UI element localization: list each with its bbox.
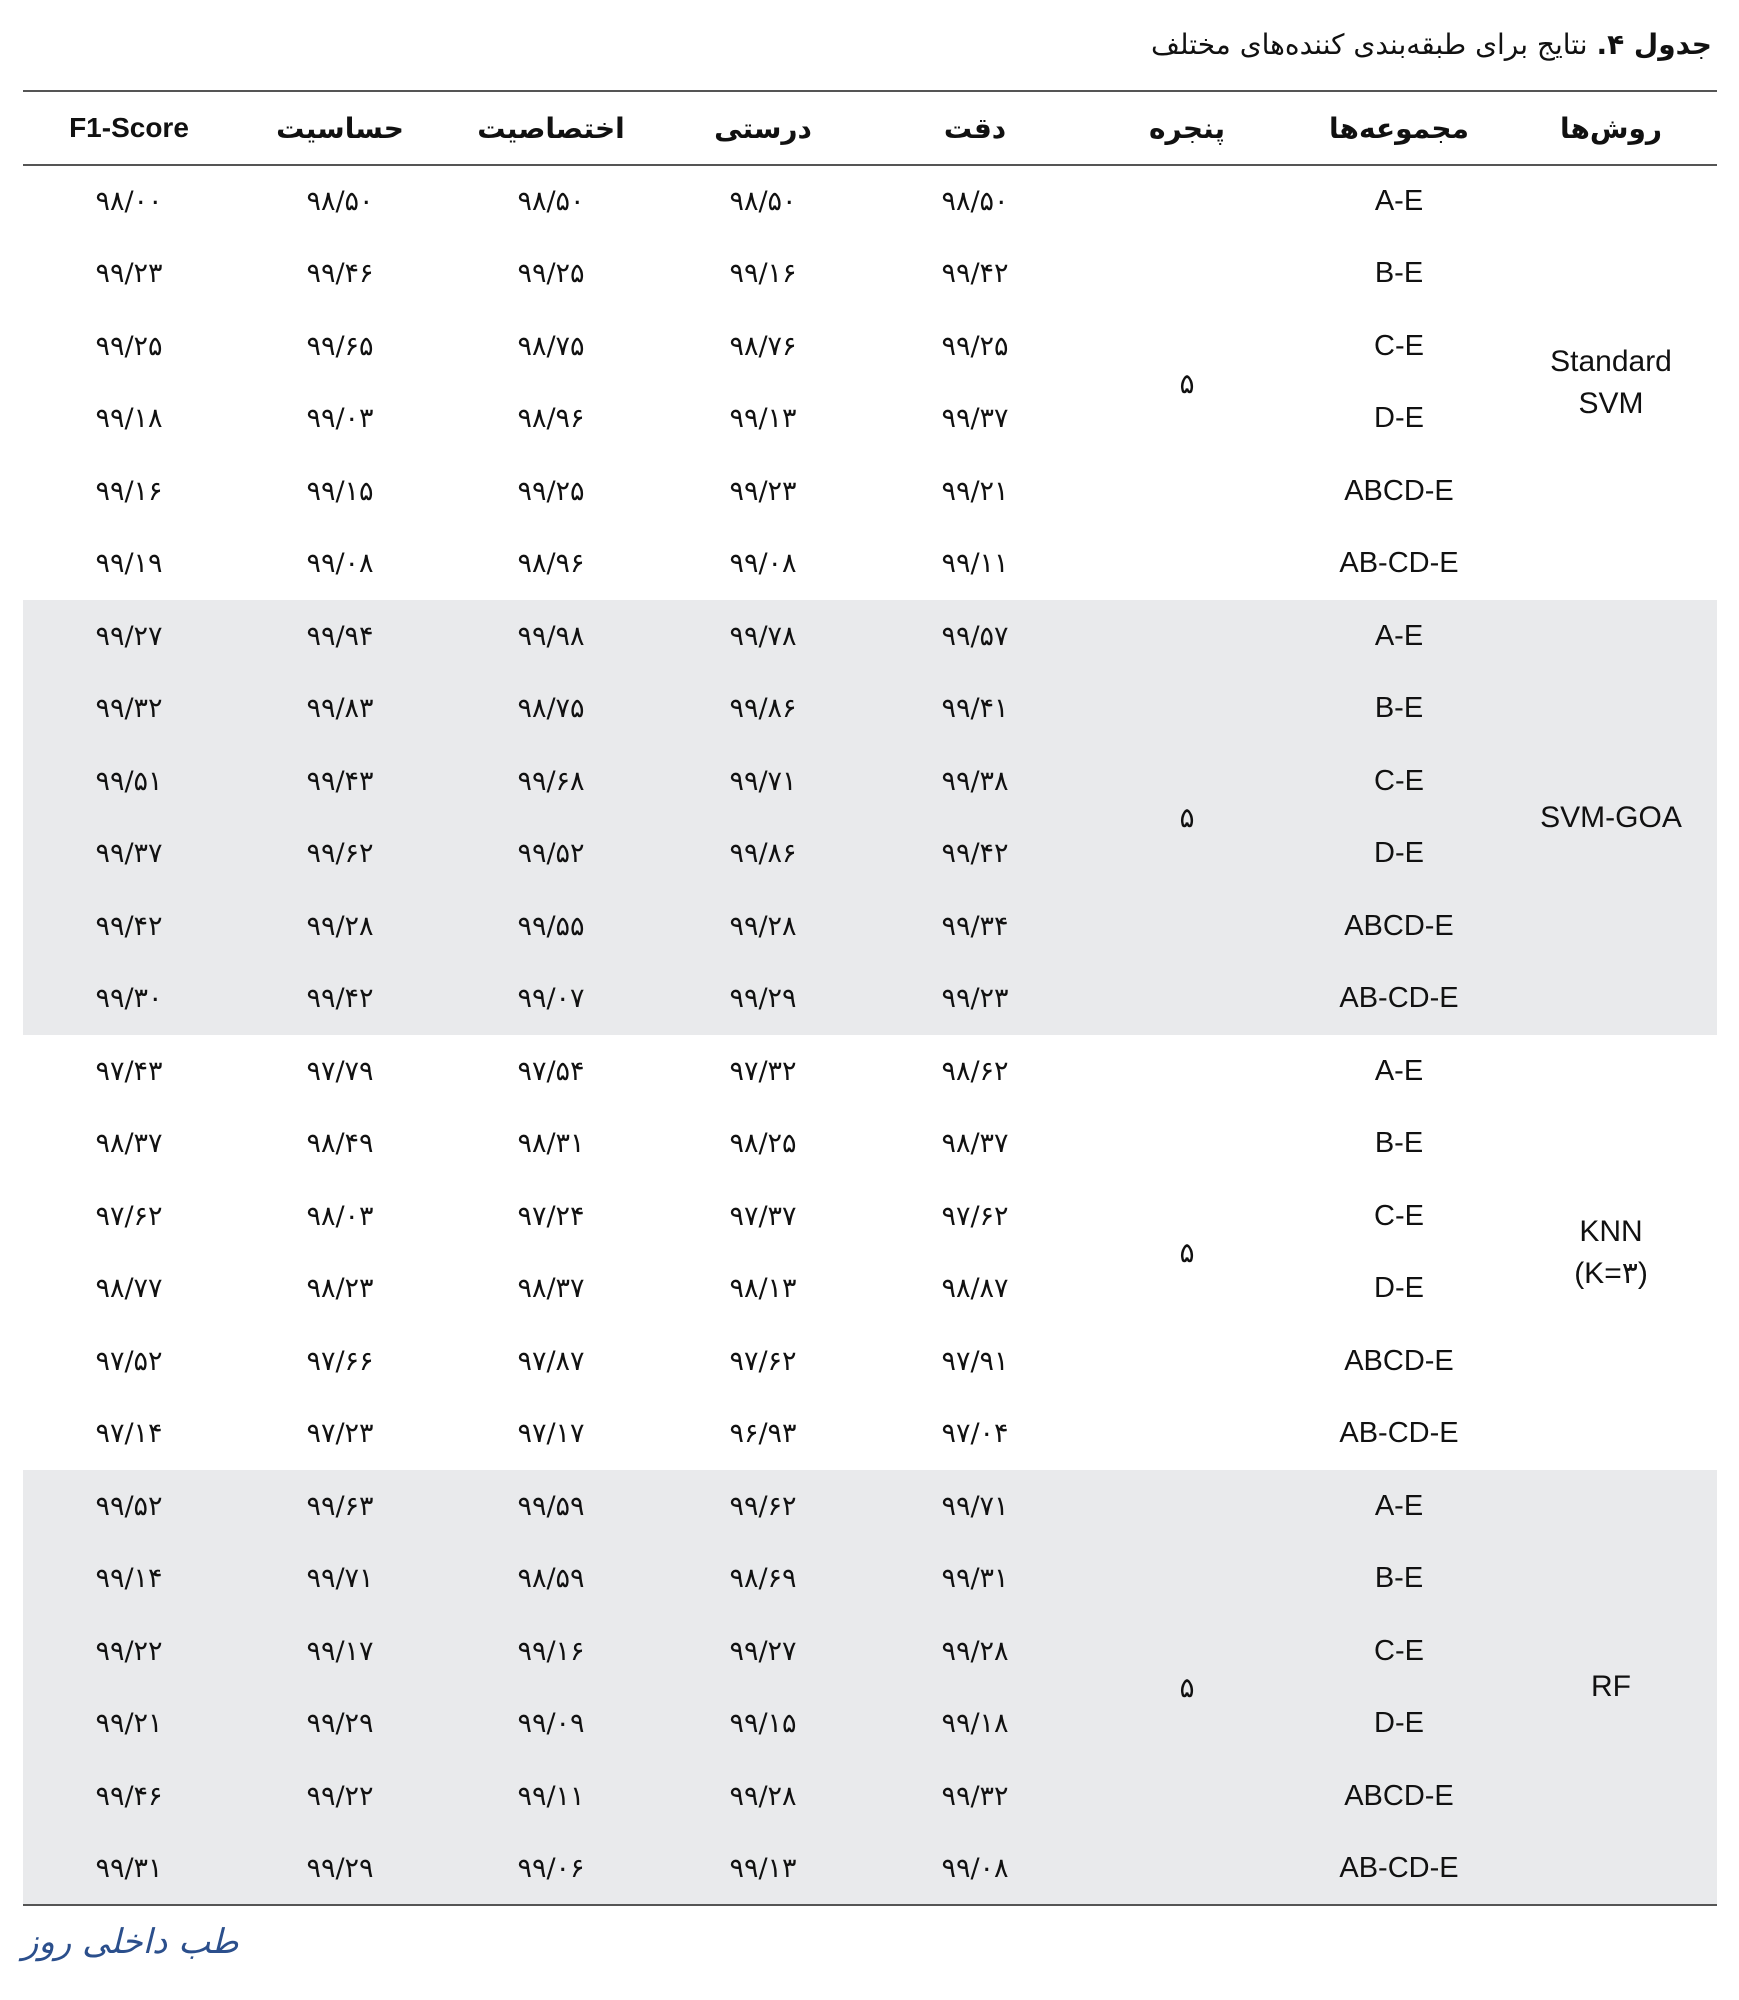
sensitivity-cell: ۹۹/۹۴ xyxy=(235,600,445,673)
table-row xyxy=(23,1760,1717,1833)
f1-score-cell: ۹۹/۳۰ xyxy=(23,963,235,1036)
f1-score-cell: ۹۹/۳۷ xyxy=(23,818,235,891)
f1-score-cell: ۹۸/۷۷ xyxy=(95,1273,163,1305)
accuracy-cell: ۹۹/۴۲ xyxy=(869,818,1081,891)
sensitivity-cell: ۹۹/۶۲ xyxy=(235,818,445,891)
specificity-cell: ۹۸/۵۹ xyxy=(445,1543,657,1616)
accuracy-cell: ۹۹/۵۷ xyxy=(869,600,1081,673)
specificity-cell: ۹۹/۰۶ xyxy=(445,1833,657,1906)
f1-score-cell: ۹۹/۳۲ xyxy=(23,673,235,746)
f1-score-cell: ۹۹/۳۱ xyxy=(23,1833,235,1906)
specificity-cell: ۹۹/۰۹ xyxy=(445,1688,657,1761)
window-cell: ۵ xyxy=(1179,366,1195,400)
accuracy-cell: ۹۹/۱۱ xyxy=(941,548,1009,580)
f1-score-cell: ۹۹/۵۲ xyxy=(23,1470,235,1543)
table-row xyxy=(23,818,1717,891)
specificity-cell: ۹۹/۹۸ xyxy=(445,600,657,673)
accuracy-cell: ۹۷/۹۱ xyxy=(941,1345,1009,1377)
table-row xyxy=(23,310,1717,383)
header-row xyxy=(23,91,1717,165)
precision-cell: ۹۹/۸۶ xyxy=(657,673,869,746)
table-caption-text: نتایج برای طبقه‌بندی کننده‌های مختلف xyxy=(1151,28,1597,61)
window-cell: ۵ xyxy=(1179,1236,1195,1269)
accuracy-cell: ۹۹/۲۱ xyxy=(941,475,1009,507)
sensitivity-cell: ۹۹/۴۶ xyxy=(306,258,374,290)
method-group xyxy=(23,1035,1717,1470)
specificity-cell: ۹۸/۳۷ xyxy=(517,1273,585,1305)
header-specificity: اختصاصیت xyxy=(445,91,657,165)
table-row xyxy=(23,1615,1717,1688)
set-cell: ABCD-E xyxy=(1293,890,1505,963)
table-row xyxy=(23,1325,1717,1398)
set-cell: D-E xyxy=(1293,1688,1505,1761)
accuracy-cell: ۹۸/۵۰ xyxy=(941,186,1009,218)
table-header xyxy=(23,91,1717,165)
specificity-cell: ۹۹/۱۱ xyxy=(445,1760,657,1833)
table-row xyxy=(23,745,1717,818)
f1-score-cell: ۹۸/۳۷ xyxy=(95,1128,163,1160)
specificity-cell: ۹۹/۵۵ xyxy=(445,890,657,963)
accuracy-cell: ۹۹/۴۲ xyxy=(941,258,1009,290)
table-row xyxy=(23,455,1717,528)
table-row xyxy=(23,165,1717,238)
header-methods: روش‌ها xyxy=(1505,91,1717,165)
set-cell: ABCD-E xyxy=(1293,1760,1505,1833)
method-line: Standard xyxy=(1550,345,1672,378)
accuracy-cell: ۹۹/۷۱ xyxy=(869,1470,1081,1543)
precision-cell: ۹۹/۲۸ xyxy=(657,890,869,963)
journal-logo: طب داخلی روز xyxy=(22,1922,239,1962)
accuracy-cell: ۹۹/۳۴ xyxy=(869,890,1081,963)
precision-cell: ۹۶/۹۳ xyxy=(729,1418,797,1450)
f1-score-cell: ۹۹/۴۲ xyxy=(23,890,235,963)
specificity-cell: ۹۹/۵۲ xyxy=(445,818,657,891)
sensitivity-cell: ۹۹/۲۹ xyxy=(235,1833,445,1906)
sensitivity-cell: ۹۹/۲۲ xyxy=(235,1760,445,1833)
f1-score-cell: ۹۹/۲۳ xyxy=(95,258,163,290)
header-sets: مجموعه‌ها xyxy=(1293,91,1505,165)
sensitivity-cell: ۹۷/۶۶ xyxy=(306,1345,374,1377)
specificity-cell: ۹۸/۹۶ xyxy=(517,548,585,580)
precision-cell: ۹۹/۲۹ xyxy=(657,963,869,1036)
table-row xyxy=(23,673,1717,746)
method-group xyxy=(23,1470,1717,1905)
accuracy-cell: ۹۹/۳۸ xyxy=(869,745,1081,818)
set-cell: C-E xyxy=(1374,329,1424,362)
sensitivity-cell: ۹۹/۰۳ xyxy=(306,403,374,435)
sensitivity-cell: ۹۹/۱۵ xyxy=(306,475,374,507)
f1-score-cell: ۹۸/۰۰ xyxy=(95,186,163,218)
table-caption xyxy=(1151,28,1712,61)
f1-score-cell: ۹۹/۲۲ xyxy=(23,1615,235,1688)
sensitivity-cell: ۹۹/۷۱ xyxy=(235,1543,445,1616)
table-row xyxy=(23,890,1717,963)
precision-cell: ۹۸/۲۵ xyxy=(729,1128,797,1160)
specificity-cell: ۹۹/۱۶ xyxy=(445,1615,657,1688)
accuracy-cell: ۹۹/۳۱ xyxy=(869,1543,1081,1616)
specificity-cell: ۹۷/۱۷ xyxy=(517,1418,585,1450)
set-cell: B-E xyxy=(1293,673,1505,746)
f1-score-cell: ۹۹/۱۴ xyxy=(23,1543,235,1616)
accuracy-cell: ۹۷/۰۴ xyxy=(941,1418,1009,1450)
accuracy-cell: ۹۸/۳۷ xyxy=(941,1128,1009,1160)
header-precision: درستی xyxy=(657,91,869,165)
sensitivity-cell: ۹۷/۷۹ xyxy=(306,1055,374,1087)
window-cell: ۵ xyxy=(1081,1470,1293,1905)
specificity-cell: ۹۹/۵۹ xyxy=(445,1470,657,1543)
f1-score-cell: ۹۷/۱۴ xyxy=(95,1418,163,1450)
f1-score-cell: ۹۷/۴۳ xyxy=(95,1055,163,1087)
sensitivity-cell: ۹۹/۶۵ xyxy=(306,330,374,362)
table-row xyxy=(23,1108,1717,1181)
precision-cell: ۹۹/۱۶ xyxy=(729,258,797,290)
method-line: (K=۳) xyxy=(1574,1256,1648,1290)
specificity-cell: ۹۹/۶۸ xyxy=(445,745,657,818)
accuracy-cell: ۹۹/۲۸ xyxy=(869,1615,1081,1688)
set-cell: D-E xyxy=(1374,402,1424,435)
accuracy-cell: ۹۹/۳۷ xyxy=(941,403,1009,435)
precision-cell: ۹۹/۱۵ xyxy=(657,1688,869,1761)
accuracy-cell: ۹۹/۰۸ xyxy=(869,1833,1081,1906)
accuracy-cell: ۹۸/۸۷ xyxy=(941,1273,1009,1305)
specificity-cell: ۹۹/۲۵ xyxy=(517,258,585,290)
sensitivity-cell: ۹۸/۵۰ xyxy=(306,186,374,218)
precision-cell: ۹۹/۸۶ xyxy=(657,818,869,891)
f1-score-cell: ۹۷/۵۲ xyxy=(95,1345,163,1377)
f1-score-cell: ۹۹/۲۷ xyxy=(23,600,235,673)
precision-cell: ۹۷/۳۲ xyxy=(729,1055,797,1087)
precision-cell: ۹۹/۱۳ xyxy=(729,403,797,435)
method-group xyxy=(23,600,1717,1035)
table-row xyxy=(23,1833,1717,1906)
method-line: SVM xyxy=(1578,387,1644,420)
sensitivity-cell: ۹۹/۱۷ xyxy=(235,1615,445,1688)
set-cell: C-E xyxy=(1293,745,1505,818)
table-row xyxy=(23,1470,1717,1543)
table-caption-label: جدول ۴. xyxy=(1596,28,1712,61)
table-row xyxy=(23,383,1717,456)
precision-cell: ۹۷/۶۲ xyxy=(729,1345,797,1377)
sensitivity-cell: ۹۷/۲۳ xyxy=(306,1418,374,1450)
table-row xyxy=(23,1543,1717,1616)
accuracy-cell: ۹۹/۴۱ xyxy=(869,673,1081,746)
precision-cell: ۹۹/۲۳ xyxy=(729,475,797,507)
table-row xyxy=(23,963,1717,1036)
set-cell: B-E xyxy=(1293,1543,1505,1616)
table-row xyxy=(23,1035,1717,1108)
accuracy-cell: ۹۹/۳۲ xyxy=(869,1760,1081,1833)
table-row xyxy=(23,1180,1717,1253)
accuracy-cell: ۹۹/۲۳ xyxy=(869,963,1081,1036)
specificity-cell: ۹۸/۹۶ xyxy=(517,403,585,435)
method-cell: RF xyxy=(1505,1470,1717,1905)
header-sensitivity: حساسیت xyxy=(235,91,445,165)
sensitivity-cell: ۹۸/۰۳ xyxy=(306,1200,374,1232)
set-cell: AB-CD-E xyxy=(1339,547,1459,580)
specificity-cell: ۹۷/۵۴ xyxy=(517,1055,585,1087)
accuracy-cell: ۹۹/۱۸ xyxy=(869,1688,1081,1761)
method-cell: SVM-GOA xyxy=(1505,600,1717,1035)
f1-score-cell: ۹۹/۵۱ xyxy=(23,745,235,818)
specificity-cell: ۹۸/۳۱ xyxy=(517,1128,585,1160)
set-cell: B-E xyxy=(1374,257,1424,290)
results-table-container xyxy=(23,90,1717,1906)
results-table xyxy=(23,90,1717,1906)
method-cell xyxy=(1505,1035,1717,1470)
sensitivity-cell: ۹۹/۲۹ xyxy=(235,1688,445,1761)
f1-score-cell: ۹۹/۲۱ xyxy=(23,1688,235,1761)
set-cell: B-E xyxy=(1374,1127,1424,1160)
accuracy-cell: ۹۷/۶۲ xyxy=(941,1200,1009,1232)
sensitivity-cell: ۹۹/۲۸ xyxy=(235,890,445,963)
specificity-cell: ۹۸/۷۵ xyxy=(445,673,657,746)
header-f1-score: F1-Score xyxy=(23,91,235,165)
sensitivity-cell: ۹۹/۴۳ xyxy=(235,745,445,818)
precision-cell: ۹۹/۶۲ xyxy=(657,1470,869,1543)
precision-cell: ۹۸/۵۰ xyxy=(729,186,797,218)
set-cell: A-E xyxy=(1293,600,1505,673)
set-cell: ABCD-E xyxy=(1344,1344,1454,1377)
f1-score-cell: ۹۹/۲۵ xyxy=(95,330,163,362)
accuracy-cell: ۹۹/۲۵ xyxy=(941,330,1009,362)
table-row xyxy=(23,238,1717,311)
header-window: پنجره xyxy=(1081,91,1293,165)
precision-cell: ۹۹/۲۷ xyxy=(657,1615,869,1688)
precision-cell: ۹۸/۶۹ xyxy=(657,1543,869,1616)
set-cell: A-E xyxy=(1374,1054,1424,1087)
specificity-cell: ۹۸/۵۰ xyxy=(517,186,585,218)
set-cell: C-E xyxy=(1293,1615,1505,1688)
header-accuracy: دقت xyxy=(869,91,1081,165)
specificity-cell: ۹۷/۲۴ xyxy=(517,1200,585,1232)
f1-score-cell: ۹۹/۴۶ xyxy=(23,1760,235,1833)
set-cell: C-E xyxy=(1374,1199,1424,1232)
sensitivity-cell: ۹۸/۴۹ xyxy=(306,1128,374,1160)
table-row xyxy=(23,600,1717,673)
set-cell: D-E xyxy=(1293,818,1505,891)
precision-cell: ۹۹/۰۸ xyxy=(729,548,797,580)
f1-score-cell: ۹۹/۱۶ xyxy=(95,475,163,507)
accuracy-cell: ۹۸/۶۲ xyxy=(941,1055,1009,1087)
f1-score-cell: ۹۷/۶۲ xyxy=(95,1200,163,1232)
method-line: KNN xyxy=(1579,1214,1643,1248)
set-cell: AB-CD-E xyxy=(1293,1833,1505,1906)
precision-cell: ۹۸/۱۳ xyxy=(729,1273,797,1305)
sensitivity-cell: ۹۹/۰۸ xyxy=(306,548,374,580)
precision-cell: ۹۸/۷۶ xyxy=(729,330,797,362)
precision-cell: ۹۹/۲۸ xyxy=(657,1760,869,1833)
specificity-cell: ۹۹/۲۵ xyxy=(517,475,585,507)
set-cell: ABCD-E xyxy=(1344,474,1454,507)
set-cell: AB-CD-E xyxy=(1339,1417,1459,1450)
set-cell: D-E xyxy=(1374,1272,1424,1305)
specificity-cell: ۹۸/۷۵ xyxy=(517,330,585,362)
precision-cell: ۹۹/۷۸ xyxy=(657,600,869,673)
precision-cell: ۹۹/۷۱ xyxy=(657,745,869,818)
f1-score-cell: ۹۹/۱۹ xyxy=(95,548,163,580)
sensitivity-cell: ۹۸/۲۳ xyxy=(306,1273,374,1305)
sensitivity-cell: ۹۹/۶۳ xyxy=(235,1470,445,1543)
method-cell xyxy=(1505,165,1717,600)
table-row xyxy=(23,528,1717,601)
table-row xyxy=(23,1253,1717,1326)
set-cell: A-E xyxy=(1374,185,1424,218)
set-cell: A-E xyxy=(1293,1470,1505,1543)
table-row xyxy=(23,1398,1717,1471)
f1-score-cell: ۹۹/۱۸ xyxy=(95,403,163,435)
specificity-cell: ۹۷/۸۷ xyxy=(517,1345,585,1377)
table-row xyxy=(23,1688,1717,1761)
sensitivity-cell: ۹۹/۴۲ xyxy=(235,963,445,1036)
precision-cell: ۹۹/۱۳ xyxy=(657,1833,869,1906)
method-group xyxy=(23,165,1717,600)
window-cell: ۵ xyxy=(1081,600,1293,1035)
precision-cell: ۹۷/۳۷ xyxy=(729,1200,797,1232)
set-cell: AB-CD-E xyxy=(1293,963,1505,1036)
sensitivity-cell: ۹۹/۸۳ xyxy=(235,673,445,746)
specificity-cell: ۹۹/۰۷ xyxy=(445,963,657,1036)
